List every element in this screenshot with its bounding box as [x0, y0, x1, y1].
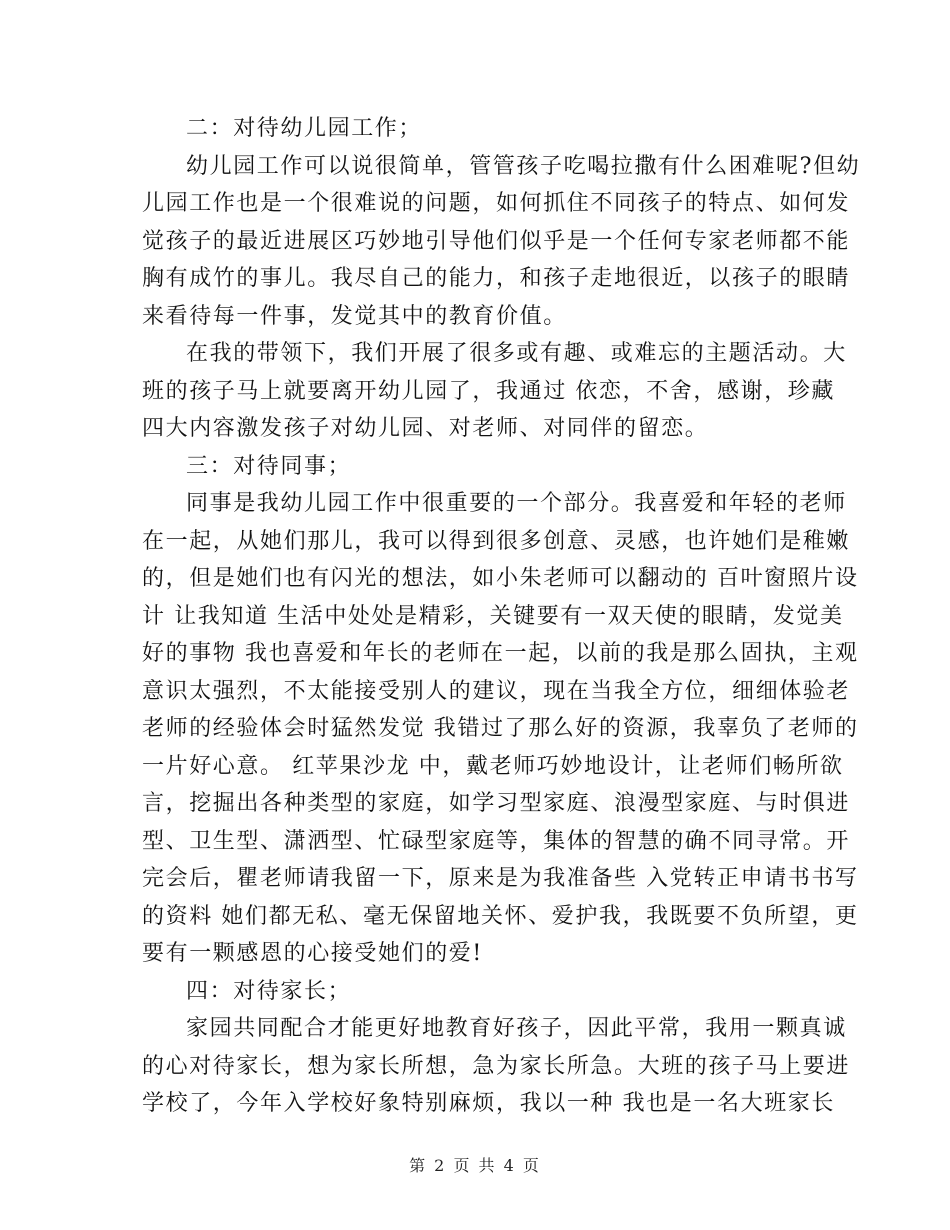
page-number-footer: 第 2 页 共 4 页: [409, 1156, 541, 1175]
text-line: 儿园工作也是一个很难说的问题，如何抓住不同孩子的特点、如何发: [142, 191, 851, 216]
text-line: 四大内容激发孩子对幼儿园、对老师、对同伴的留恋。: [142, 416, 709, 441]
text-line: 言，挖掘出各种类型的家庭，如学习型家庭、浪漫型家庭、与时俱进: [142, 791, 851, 816]
text-line: 三：对待同事；: [186, 453, 352, 479]
text-line: 的，但是她们也有闪光的想法，如小朱老师可以翻动的 百叶窗照片设: [142, 566, 859, 591]
text-line: 意识太强烈，不太能接受别人的建议，现在当我全方位，细细体验老: [142, 678, 851, 704]
text-line: 四：对待家长；: [186, 978, 352, 1004]
text-line: 的心对待家长，想为家长所想，急为家长所急。大班的孩子马上要进: [142, 1053, 851, 1079]
text-line: 幼儿园工作可以说很简单，管管孩子吃喝拉撒有什么困难呢?但幼: [186, 153, 861, 179]
text-line: 来看待每一件事，发觉其中的教育价值。: [142, 303, 567, 329]
text-line: 觉孩子的最近进展区巧妙地引导他们似乎是一个任何专家老师都不能: [142, 228, 851, 254]
document-body: [142, 110, 861, 1123]
text-line: 老师的经验体会时猛然发觉 我错过了那么好的资源，我辜负了老师的: [142, 716, 859, 741]
text-line: 完会后，瞿老师请我留一下，原来是为我准备些 入党转正申请书书写: [142, 866, 859, 891]
text-line: 胸有成竹的事儿。我尽自己的能力，和孩子走地很近，以孩子的眼睛: [142, 266, 851, 291]
text-line: 要有一颗感恩的心接受她们的爱!: [142, 941, 483, 966]
text-line: 班的孩子马上就要离开幼儿园了，我通过 依恋，不舍，感谢，珍藏: [142, 378, 835, 404]
text-line: 在一起，从她们那儿，我可以得到很多创意、灵感，也许她们是稚嫩: [142, 528, 851, 554]
text-line: 的资料 她们都无私、毫无保留地关怀、爱护我，我既要不负所望，更: [142, 903, 859, 929]
text-line: 学校了，今年入学校好象特别麻烦，我以一种 我也是一名大班家长: [142, 1091, 835, 1116]
text-line: 家园共同配合才能更好地教育好孩子，因此平常，我用一颗真诚: [186, 1016, 847, 1041]
text-line: 一片好心意。 红苹果沙龙 中，戴老师巧妙地设计，让老师们畅所欲: [142, 753, 844, 779]
text-line: 好的事物 我也喜爱和年长的老师在一起，以前的我是那么固执，主观: [142, 641, 859, 666]
text-line: 二：对待幼儿园工作；: [186, 116, 423, 141]
text-line: 同事是我幼儿园工作中很重要的一个部分。我喜爱和年轻的老师: [186, 491, 847, 516]
text-line: 在我的带领下，我们开展了很多或有趣、或难忘的主题活动。大: [186, 341, 847, 366]
text-line: 计 让我知道 生活中处处是精彩，关键要有一双天使的眼睛，发觉美: [142, 603, 844, 629]
text-line: 型、卫生型、潇洒型、忙碌型家庭等，集体的智慧的确不同寻常。开: [142, 828, 851, 854]
